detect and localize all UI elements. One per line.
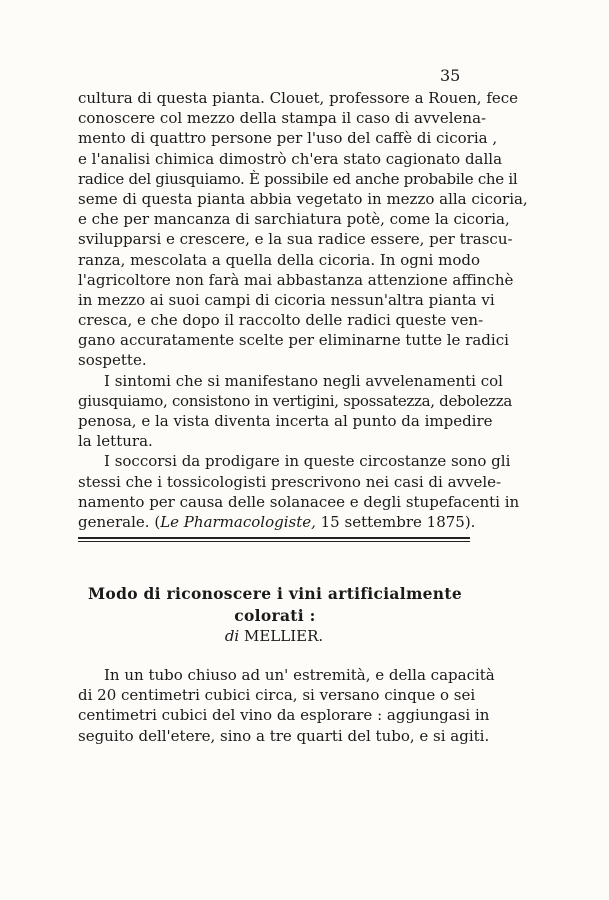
divider-thin [78,541,470,542]
text-line: In un tubo chiuso ad un' estremità, e della capacità [104,666,495,684]
author-line [80,627,468,645]
article-body [78,88,528,532]
text-line: mento di quattro persone per l'uso del caffè di cicoria , [78,129,498,148]
text-line: e l'analisi chimica dimostrò ch'era stato cagionato dalla [78,149,503,168]
text-line: I soccorsi da prodigare in queste circostanze sono gli [104,452,511,471]
citation-line [78,512,476,532]
text-line: cresca, e che dopo il raccolto delle radici queste ven- [78,311,484,330]
text-line: gano accuratamente scelte per eliminarne tutte le radici [78,331,509,350]
text-line: giusquiamo, consistono in vertigini, spossatezza, debolezza [78,391,513,410]
divider-thick [78,537,470,539]
citation-date: 15 settembre 1875). [315,512,476,531]
author-name: MELLIER. [239,627,324,645]
author-prefix: di [224,627,240,645]
text-line: seguito dell'etere, sino a tre quarti del tubo, e si agiti. [78,726,490,745]
text-line: la lettura. [78,432,153,451]
text-line: I sintomi che si manifestano negli avvelenamenti col [104,371,503,390]
text-line: cultura di questa pianta. Clouet, professore a Rouen, fece [78,89,519,107]
text-line: centimetri cubici del vino da esplorare : aggiungasi in [78,706,490,725]
text-line: svilupparsi e crescere, e la sua radice essere, per trascu- [78,230,513,249]
title-line: colorati : [234,606,316,625]
text-line: namento per causa delle solanacee e degli stupefacenti in [78,492,520,511]
text-line: radice del giusquiamo. È possibile ed anche probabile che il [78,169,518,188]
text-line: e che per mancanza di sarchiatura potè, come la cicoria, [78,210,510,229]
text-line: conoscere col mezzo della stampa il caso di avvelena- [78,109,487,128]
journal-title: Le Pharmacologiste, [160,512,316,531]
text-line: sospette. [78,351,147,370]
text-line: stessi che i tossicologisti prescrivono nei casi di avvele- [78,472,502,491]
text-line: di 20 centimetri cubici circa, si versano cinque o sei [78,686,476,705]
text-line: penosa, e la vista diventa incerta al punto da impedire [78,412,493,430]
text-line: ranza, mescolata a quella della cicoria. In ogni modo [78,250,480,269]
section-divider [78,537,470,542]
page-number: 35 [440,66,461,85]
section-title [60,583,490,627]
text-line: l'agricoltore non farà mai abbastanza attenzione affinchè [78,270,514,289]
citation-prefix: generale. ( [78,512,161,531]
section-body [78,665,495,746]
text-line: seme di questa pianta abbia vegetato in mezzo alla cicoria, [78,189,528,208]
title-line: Modo di riconoscere i vini artificialmente [87,584,463,603]
text-line: in mezzo ai suoi campi di cicoria nessun'altra pianta vi [78,290,495,309]
